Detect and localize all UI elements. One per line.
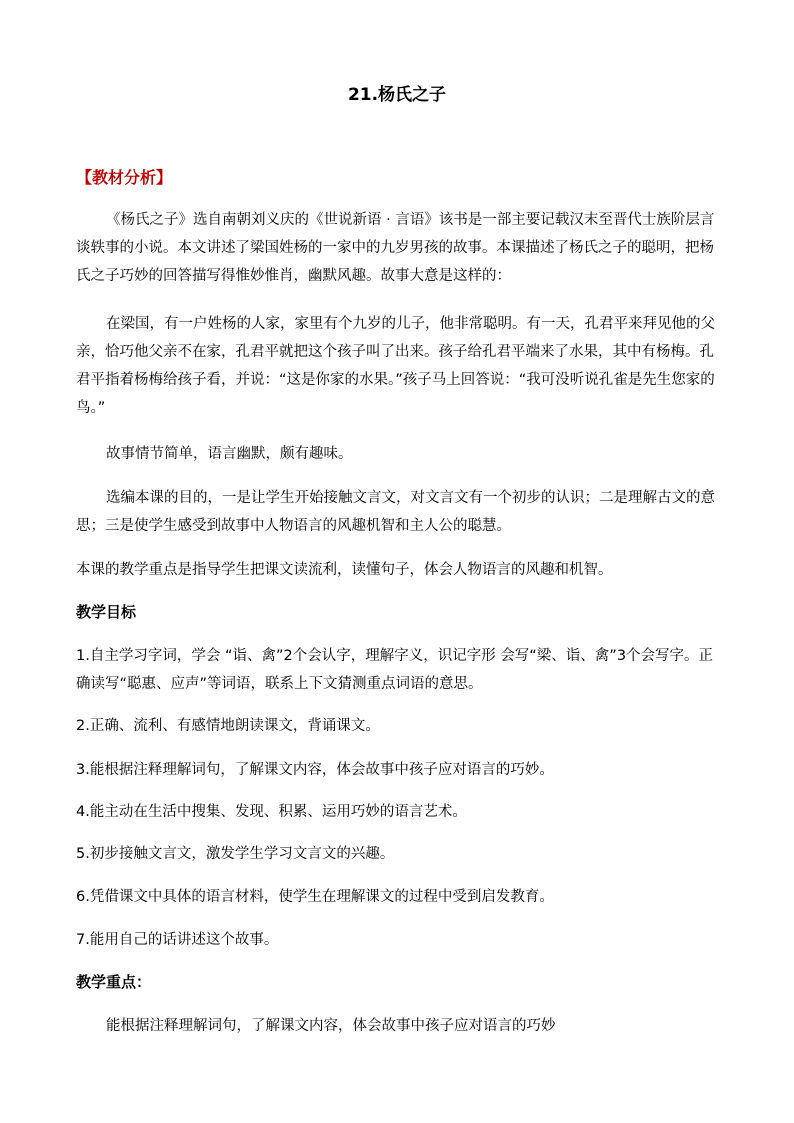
heading-teaching-goals: 教学目标	[76, 603, 137, 621]
paragraph-purpose: 选编本课的目的，一是让学生开始接触文言文，对文言文有一个初步的认识；二是理解古文的意思；三是使学生感受到故事中人物语言的风趣机智和主人公的聪慧。	[76, 490, 715, 534]
paragraph-key-point: 能根据注释理解词句，了解课文内容，体会故事中孩子应对语言的巧妙	[106, 1018, 556, 1034]
paragraph-intro: 《杨氏之子》选自南朝刘义庆的《世说新语 · 言语》该书是一部主要记载汉末至晋代士族阶层言谈轶事的小说。本文讲述了梁国姓杨的一家中的九岁男孩的故事。本课描述了杨氏之子的聪明，把杨氏之子巧妙的回答描写得惟妙惟肖，幽默风趣。故事大意是这样的：	[76, 212, 715, 284]
goal-item: 2.正确、流利、有感情地朗读课文，背诵课文。	[76, 718, 380, 734]
paragraph-focus: 本课的教学重点是指导学生把课文读流利，读懂句子，体会人物语言的风趣和机智。	[76, 562, 613, 578]
goal-item: 4.能主动在生活中搜集、发现、积累、运用巧妙的语言艺术。	[76, 804, 467, 820]
goal-item: 1.自主学习字词，学会 “诣、禽”2个会认字，理解字义，识记字形 会写“梁、诣、禽”3个会写字。正确读写“聪惠、应声”等词语，联系上下文猜测重点词语的意思。	[76, 648, 714, 692]
goal-item: 5.初步接触文言文，激发学生学习文言文的兴趣。	[76, 846, 395, 862]
paragraph-story: 在梁国，有一户姓杨的人家，家里有个九岁的儿子，他非常聪明。有一天，孔君平来拜见他的父亲，恰巧他父亲不在家，孔君平就把这个孩子叫了出来。孩子给孔君平端来了水果，其中有杨梅。孔君平指着杨梅给孩子看，并说：“这是你家的水果。”孩子马上回答说：“我可没听说孔雀是先生您家的鸟。”	[76, 316, 715, 416]
goal-item: 6.凭借课文中具体的语言材料，使学生在理解课文的过程中受到启发教育。	[76, 889, 554, 905]
section-heading-analysis: 【教材分析】	[76, 168, 173, 187]
goal-item: 7.能用自己的话讲述这个故事。	[76, 932, 279, 948]
document-title: 21.杨氏之子	[347, 85, 447, 105]
goal-item: 3.能根据注释理解词句，了解课文内容，体会故事中孩子应对语言的巧妙。	[76, 762, 554, 778]
paragraph-summary: 故事情节简单，语言幽默，颇有趣味。	[106, 446, 353, 462]
heading-teaching-key: 教学重点：	[76, 973, 152, 991]
